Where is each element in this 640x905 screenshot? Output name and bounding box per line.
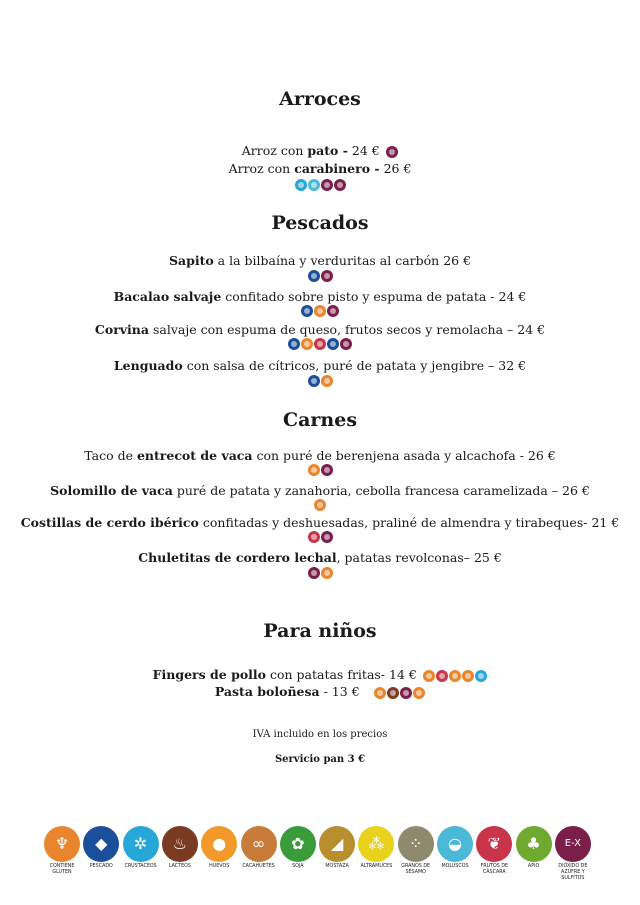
menu-item-entrecot: Taco de entrecot de vaca con puré de berenjena asada y alcachofa - 26 € xyxy=(84,448,556,463)
wheat-icon xyxy=(314,499,326,511)
legend-label: HUEVOS xyxy=(209,864,230,869)
allergen-icons xyxy=(0,305,640,319)
menu-item-fingers: Fingers de pollo con patatas fritas- 14 € xyxy=(0,667,640,682)
wheat-icon: ♆ xyxy=(44,826,80,862)
legend-label: LACTEOS xyxy=(168,864,191,869)
section-title-pescados: Pescados xyxy=(271,212,369,234)
legend-label: DIÓXIDO DE AZUFRE Y SULFITOS xyxy=(558,864,588,881)
crab-icon xyxy=(475,670,487,682)
sesame-icon: ⁘ xyxy=(398,826,434,862)
legend-label: ALTRAMUCES xyxy=(360,864,393,869)
menu-item-pasta: Pasta boloñesa - 13 € xyxy=(0,684,640,699)
celery-icon: ♣ xyxy=(516,826,552,862)
legend-item-apio xyxy=(514,826,554,870)
menu-item-arroz-pato: Arroz con pato - 24 € xyxy=(0,143,640,158)
nut-icon: ❦ xyxy=(476,826,512,862)
fish-icon xyxy=(301,305,313,317)
legend-item-altramuces xyxy=(356,826,396,870)
allergen-icons xyxy=(0,338,640,352)
fish-icon xyxy=(308,375,320,387)
section-title-arroces: Arroces xyxy=(279,88,361,110)
fish-icon xyxy=(327,338,339,350)
bread-service: Servicio pan 3 € xyxy=(274,754,366,765)
legend-item-lacteos xyxy=(160,826,200,870)
legend-label: CRUSTACEOS xyxy=(124,864,157,869)
legend-label: APIO xyxy=(527,864,540,869)
wheat-icon xyxy=(314,305,326,317)
sulphite-icon xyxy=(321,464,333,476)
sulphite-icon xyxy=(327,305,339,317)
allergen-icons xyxy=(0,567,640,581)
legend-item-frutos xyxy=(474,826,514,876)
allergen-icons xyxy=(0,499,640,513)
nut-icon xyxy=(308,531,320,543)
legend-item-soja xyxy=(278,826,318,870)
legend-item-huevos xyxy=(199,826,239,870)
peanut-icon: ∞ xyxy=(241,826,277,862)
wheat-icon xyxy=(423,670,435,682)
milk-jug-icon: ♨ xyxy=(162,826,198,862)
section-title-carnes: Carnes xyxy=(282,409,358,431)
legend-label: PESCADO xyxy=(89,864,113,869)
legend-label: CACAHUETES xyxy=(242,864,275,869)
sulphite-icon xyxy=(321,531,333,543)
sulphite-icon xyxy=(321,270,333,282)
allergen-icons xyxy=(0,375,640,389)
wheat-icon xyxy=(413,687,425,699)
shell-icon xyxy=(308,179,320,191)
legend-item-gluten xyxy=(42,826,82,876)
menu-item-corvina: Corvina salvaje con espuma de queso, frutos secos y remolacha – 24 € xyxy=(94,322,546,337)
section-title-para-ninos: Para niños xyxy=(263,620,377,642)
sulphite-icon xyxy=(386,146,398,158)
legend-item-cacahuetes xyxy=(239,826,279,870)
legend-label: GRANOS DE SÉSAMO xyxy=(401,864,431,875)
wheat-icon xyxy=(308,464,320,476)
allergen-icons xyxy=(0,179,640,193)
legend-item-sulfitos xyxy=(553,826,593,882)
wheat-icon xyxy=(462,670,474,682)
menu-item-costillas: Costillas de cerdo ibérico confitadas y deshuesadas, praliné de almendra y tirabeques- 21 € xyxy=(20,515,620,530)
fish-icon xyxy=(308,270,320,282)
legend-item-pescado xyxy=(81,826,121,870)
nut-icon xyxy=(436,670,448,682)
legend-item-sesamo xyxy=(396,826,436,876)
wheat-icon xyxy=(449,670,461,682)
menu-item-arroz-carabinero: Arroz con carabinero - 26 € xyxy=(228,161,412,176)
legend-label: CONTIENE GLUTEN xyxy=(49,864,75,875)
allergen-icons xyxy=(0,270,640,284)
legend-item-crustaceos xyxy=(121,826,161,870)
menu-item-lenguado: Lenguado con salsa de cítricos, puré de patata y jengibre – 32 € xyxy=(113,358,527,373)
wheat-icon xyxy=(321,567,333,579)
wheat-icon xyxy=(301,338,313,350)
nut-icon xyxy=(314,338,326,350)
wheat-icon xyxy=(374,687,386,699)
crab-icon xyxy=(295,179,307,191)
legend-label: SOJA xyxy=(292,864,304,869)
legend-item-mostaza xyxy=(317,826,357,870)
mustard-icon: ◢ xyxy=(319,826,355,862)
fish-icon xyxy=(288,338,300,350)
shell-icon: ◒ xyxy=(437,826,473,862)
sulphite-icon: E-X xyxy=(555,826,591,862)
wheat-icon xyxy=(321,375,333,387)
iva-note: IVA incluido en los precios xyxy=(252,729,388,740)
fish-icon: ◆ xyxy=(83,826,119,862)
eggs-icon: ● xyxy=(201,826,237,862)
menu-item-bacalao: Bacalao salvaje confitado sobre pisto y espuma de patata - 24 € xyxy=(113,289,527,304)
sulphite-icon xyxy=(308,567,320,579)
menu-item-sapito: Sapito a la bilbaína y verduritas al carbón 26 € xyxy=(168,253,472,268)
sulphite-icon xyxy=(340,338,352,350)
soy-icon: ✿ xyxy=(280,826,316,862)
crab-icon: ✲ xyxy=(123,826,159,862)
legend-label: MOSTAZA xyxy=(325,864,349,869)
sulphite-icon xyxy=(321,179,333,191)
legend-label: FRUTOS DE CÁSCARA xyxy=(480,864,509,875)
allergen-legend xyxy=(42,826,602,886)
lupin-icon: ⁂ xyxy=(358,826,394,862)
sulphite-icon xyxy=(334,179,346,191)
menu-item-solomillo: Solomillo de vaca puré de patata y zanahoria, cebolla francesa caramelizada – 26 € xyxy=(50,483,590,498)
allergen-icons xyxy=(0,531,640,545)
menu-item-chuletitas: Chuletitas de cordero lechal, patatas revolconas– 25 € xyxy=(138,550,502,565)
legend-item-moluscos xyxy=(435,826,475,870)
milk-jug-icon xyxy=(387,687,399,699)
legend-label: MOLUSCOS xyxy=(441,864,469,869)
sulphite-icon xyxy=(400,687,412,699)
allergen-icons xyxy=(0,464,640,478)
